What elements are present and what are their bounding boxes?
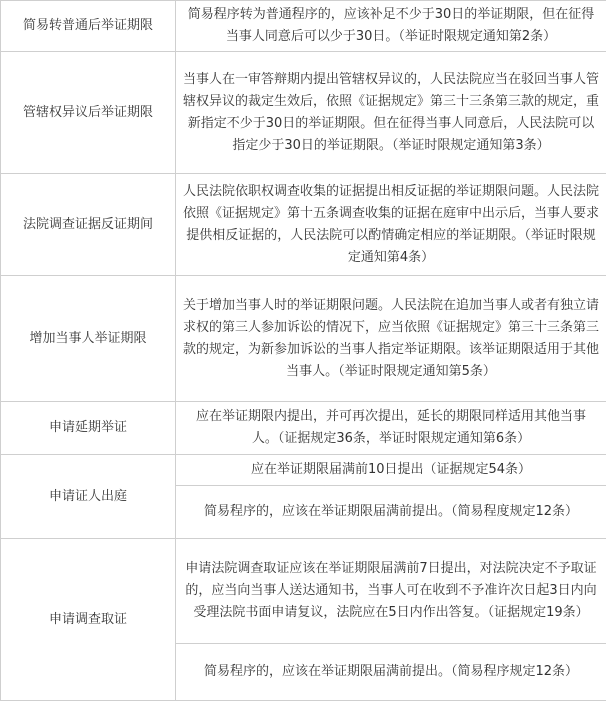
table-row	[1, 539, 606, 644]
row-content: 关于增加当事人时的举证期限问题。人民法院在追加当事人或者有独立请求权的第三人参加诉讼的情况下，应当依照《证据规定》第三十三条第三款的规定，为新参加诉讼的当事人指定举证期限。该举证期限适用于其他当事人。（举证时限规定通知第5条）	[176, 276, 606, 402]
row-content: 简易程序的，应该在举证期限届满前提出。（简易程序规定12条）	[176, 644, 606, 701]
row-content: 简易程序的，应该在举证期限届满前提出。（简易程度规定12条）	[176, 486, 606, 539]
row-label: 增加当事人举证期限	[1, 276, 176, 402]
table-row	[1, 402, 606, 455]
row-content: 应在举证期限内提出，并可再次提出，延长的期限同样适用其他当事人。（证据规定36条，举证时限规定通知第6条）	[176, 402, 606, 455]
row-content: 人民法院依职权调查收集的证据提出相反证据的举证期限问题。人民法院依照《证据规定》第十五条调查收集的证据在庭审中出示后，当事人要求提供相反证据的，人民法院可以酌情确定相应的举证期限。（举证时限规定通知第4条）	[176, 174, 606, 276]
row-label: 申请延期举证	[1, 402, 176, 455]
row-label: 法院调查证据反证期间	[1, 174, 176, 276]
row-label: 简易转普通后举证期限	[1, 1, 176, 52]
row-content: 简易程序转为普通程序的，应该补足不少于30日的举证期限，但在征得当事人同意后可以少于30日。（举证时限规定通知第2条）	[176, 1, 606, 52]
row-content: 应在举证期限届满前10日提出（证据规定54条）	[176, 455, 606, 486]
table-row	[1, 276, 606, 402]
table-row	[1, 174, 606, 276]
row-content: 当事人在一审答辩期内提出管辖权异议的，人民法院应当在驳回当事人管辖权异议的裁定生效后，依照《证据规定》第三十三条第三款的规定，重新指定不少于30日的举证期限。但在征得当事人同意后，人民法院可以指定少于30日的举证期限。（举证时限规定通知第3条）	[176, 52, 606, 174]
table-row	[1, 52, 606, 174]
row-content: 申请法院调查取证应该在举证期限届满前7日提出，对法院决定不予取证的，应当向当事人送达通知书，当事人可在收到不予准许次日起3日内向受理法院书面申请复议，法院应在5日内作出答复。（证据规定19条）	[176, 539, 606, 644]
table-row	[1, 1, 606, 52]
row-label: 管辖权异议后举证期限	[1, 52, 176, 174]
row-label: 申请调查取证	[1, 539, 176, 701]
table-row	[1, 455, 606, 486]
row-label: 申请证人出庭	[1, 455, 176, 539]
